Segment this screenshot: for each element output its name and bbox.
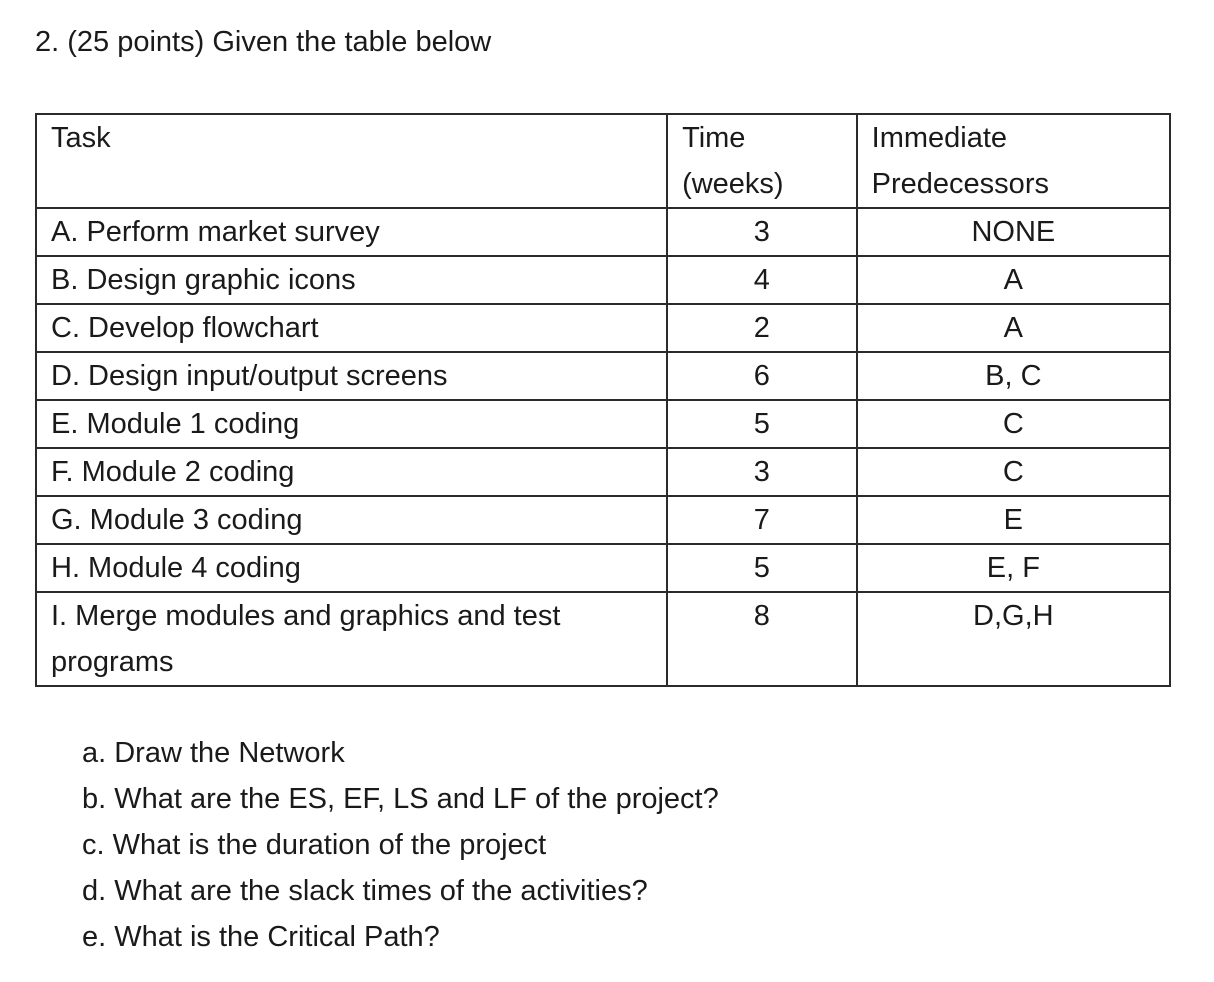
time-cell: 3 [667,448,857,496]
time-cell: 5 [667,544,857,592]
predecessor-cell: A [857,256,1170,304]
table-header-row [36,114,1170,208]
predecessor-cell: E [857,496,1170,544]
time-cell: 8 [667,592,857,686]
predecessor-cell: B, C [857,352,1170,400]
predecessor-cell: C [857,400,1170,448]
time-cell: 7 [667,496,857,544]
task-cell: F. Module 2 coding [36,448,667,496]
question-item-c: c. What is the duration of the project [82,829,547,861]
task-cell: B. Design graphic icons [36,256,667,304]
time-cell: 4 [667,256,857,304]
task-cell: A. Perform market survey [36,208,667,256]
table-row [36,256,1170,304]
predecessor-cell: D,G,H [857,592,1170,686]
time-cell: 3 [667,208,857,256]
question-item-d: d. What are the slack times of the activities? [82,875,648,907]
predecessor-cell: C [857,448,1170,496]
task-cell: I. Merge modules and graphics and test programs [36,592,667,686]
task-cell: H. Module 4 coding [36,544,667,592]
task-cell: G. Module 3 coding [36,496,667,544]
predecessor-cell: NONE [857,208,1170,256]
time-cell: 6 [667,352,857,400]
task-cell: E. Module 1 coding [36,400,667,448]
question-item-a: a. Draw the Network [82,737,345,769]
time-cell: 2 [667,304,857,352]
time-cell: 5 [667,400,857,448]
header-predecessors: Immediate Predecessors [857,114,1170,208]
task-cell: C. Develop flowchart [36,304,667,352]
header-time: Time (weeks) [667,114,857,208]
predecessor-cell: E, F [857,544,1170,592]
table-row [36,352,1170,400]
table-row [36,592,1170,686]
table-row [36,400,1170,448]
predecessor-cell: A [857,304,1170,352]
table-row [36,496,1170,544]
question-list [82,730,719,960]
question-item-e: e. What is the Critical Path? [82,921,440,953]
question-item-b: b. What are the ES, EF, LS and LF of the project? [82,783,719,815]
header-task: Task [36,114,667,208]
question-title: 2. (25 points) Given the table below [35,26,492,58]
task-cell: D. Design input/output screens [36,352,667,400]
task-table [35,113,1171,687]
table-row [36,304,1170,352]
table-row [36,448,1170,496]
table-row [36,544,1170,592]
table-row [36,208,1170,256]
